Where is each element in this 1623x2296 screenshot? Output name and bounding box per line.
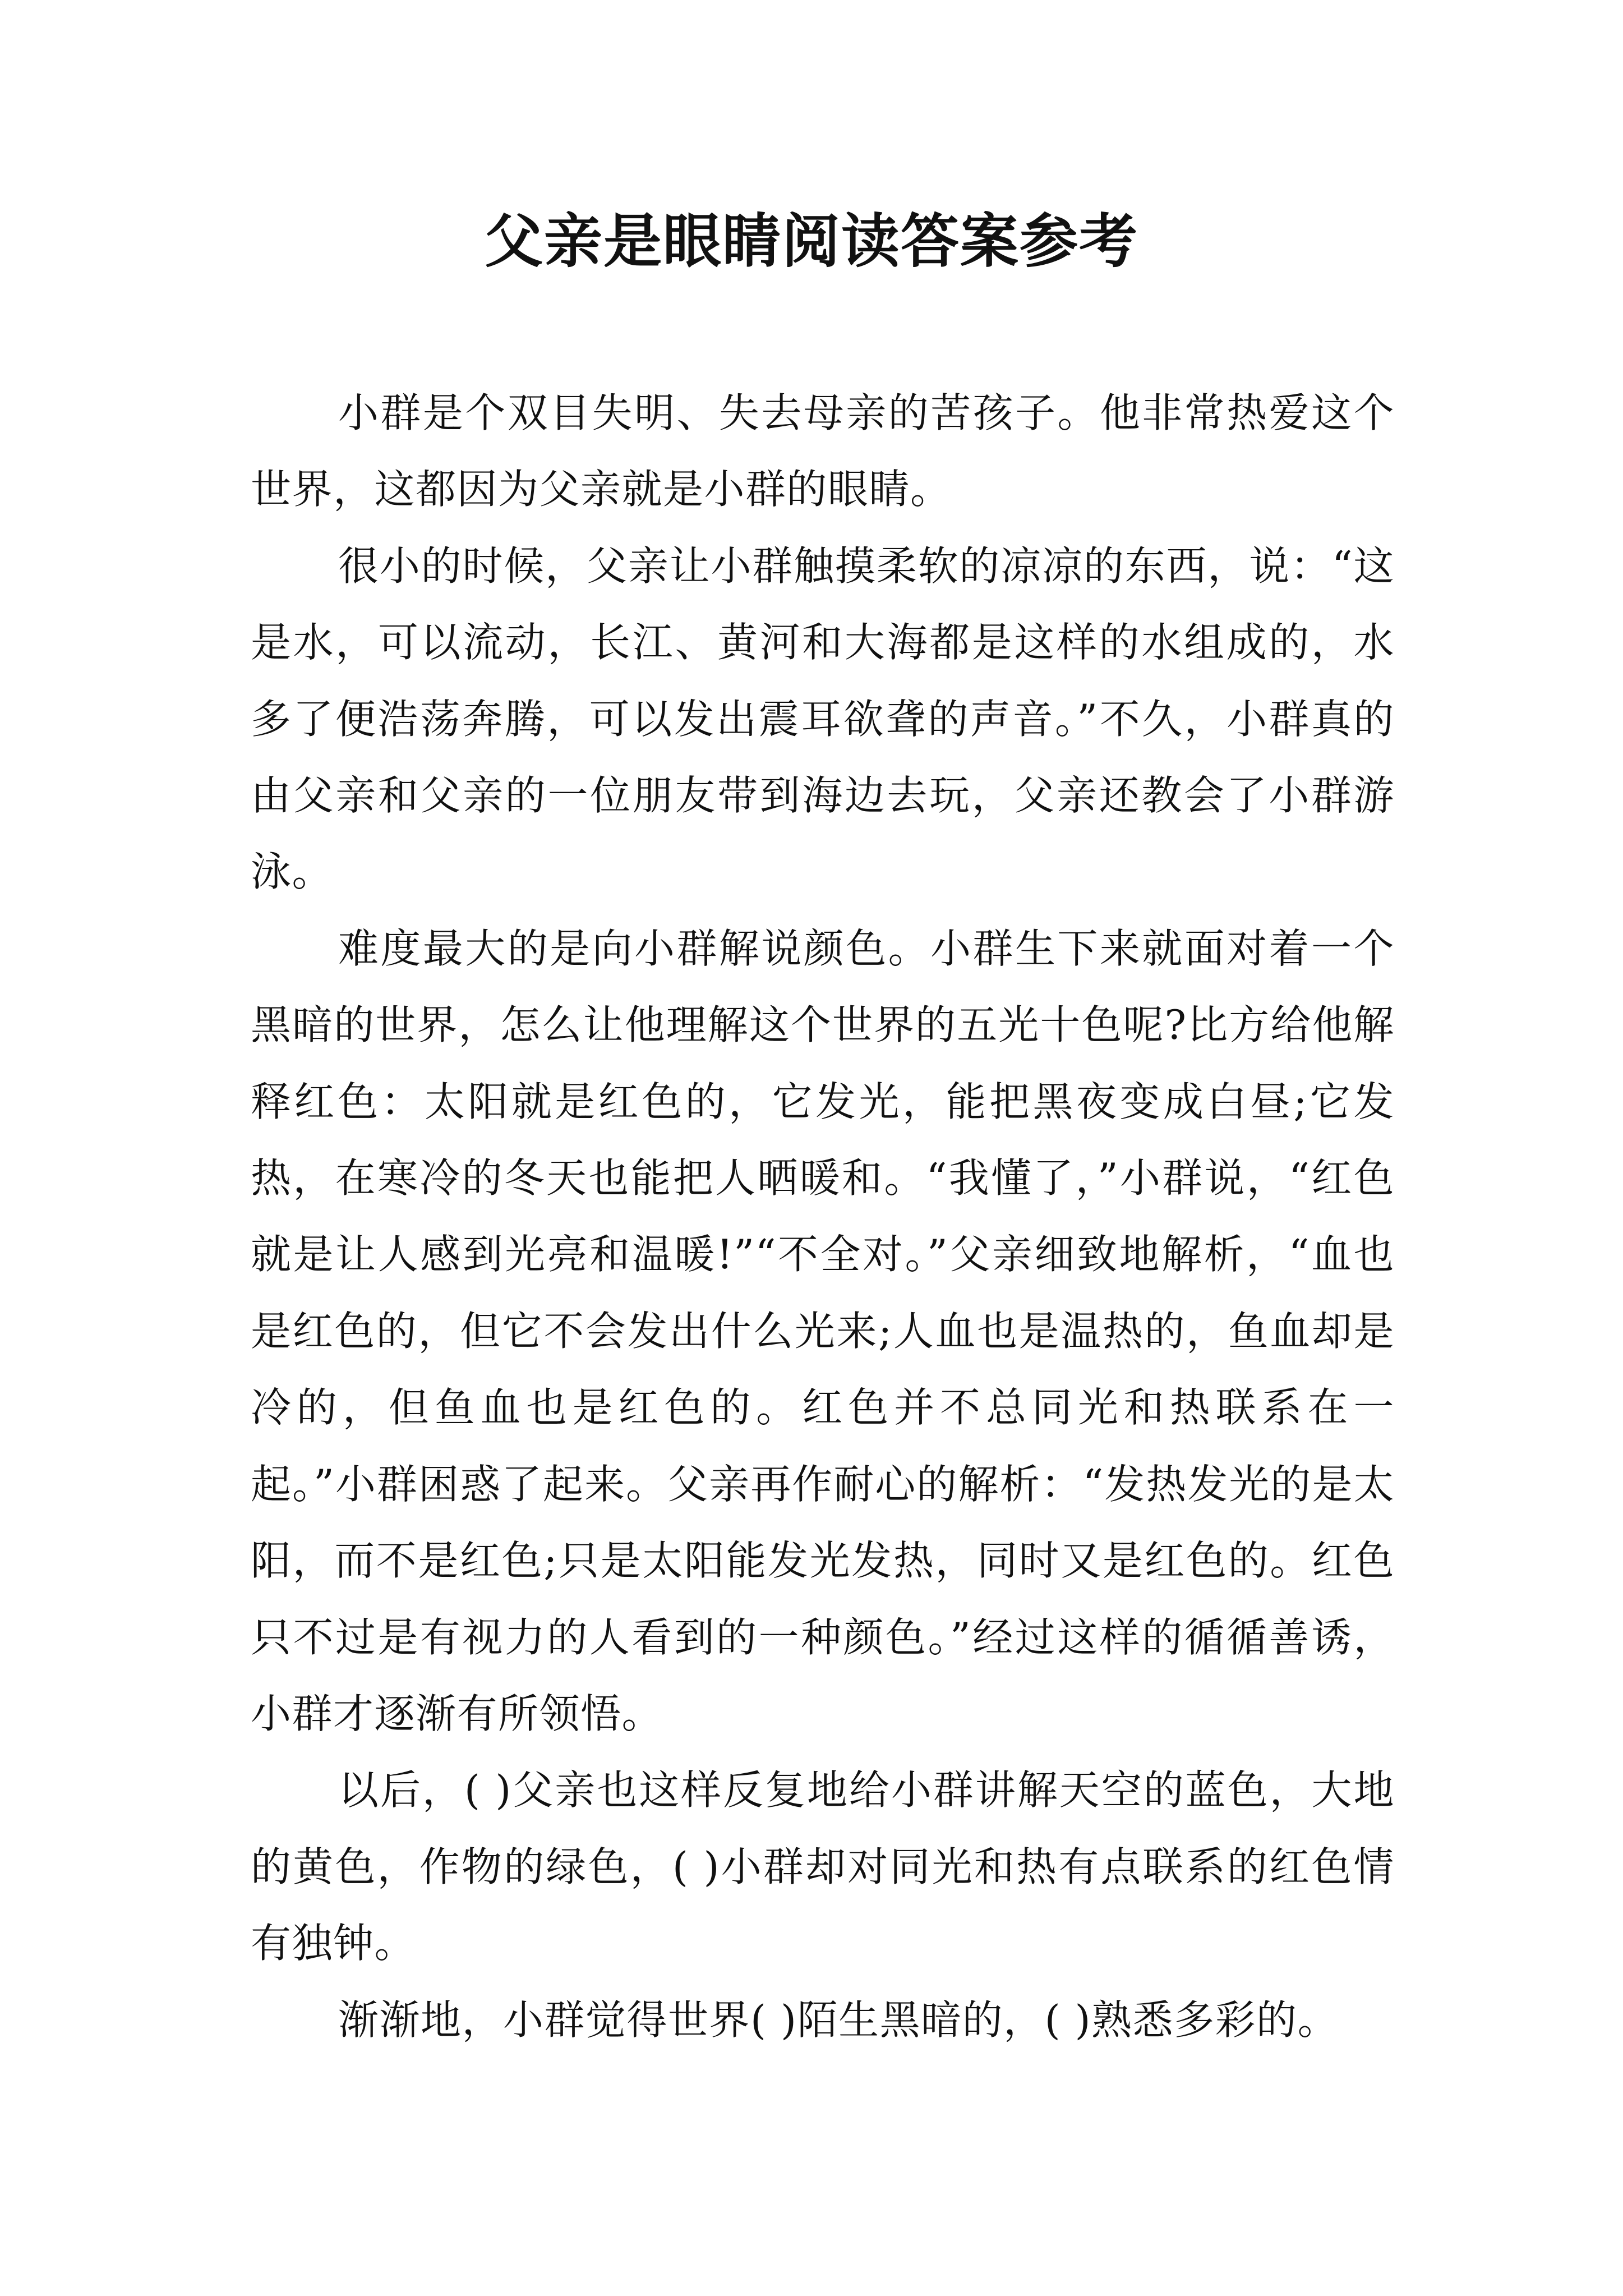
paragraph-1: 小群是个双目失明、失去母亲的苦孩子。他非常热爱这个世界，这都因为父亲就是小群的眼睛。 (251, 389, 1395, 513)
paragraph-5: 渐渐地，小群觉得世界( )陌生黑暗的，( )熟悉多彩的。 (338, 1996, 1339, 2044)
paragraph-2: 很小的时候，父亲让小群触摸柔软的凉凉的东西，说：“这是水，可以流动，长江、黄河和大海都是这样的水组成的，水多了便浩荡奔腾，可以发出震耳欲聋的声音。”不久，小群真的由父亲和父亲的一位朋友带到海边去玩，父亲还教会了小群游泳。 (251, 542, 1395, 896)
article-body (251, 375, 1395, 2058)
page-title: 父亲是眼睛阅读答案参考 (484, 207, 1138, 275)
paragraph-4: 以后，( )父亲也这样反复地给小群讲解天空的蓝色，大地的黄色，作物的绿色，( )小群却对同光和热有点联系的红色情有独钟。 (251, 1766, 1395, 1967)
paragraph-3: 难度最大的是向小群解说颜色。小群生下来就面对着一个黑暗的世界，怎么让他理解这个世界的五光十色呢?比方给他解释红色：太阳就是红色的，它发光，能把黑夜变成白昼;它发热，在寒冷的冬天也能把人晒暖和。“我懂了，”小群说，“红色就是让人感到光亮和温暖!”“不全对。”父亲细致地解析，“血也是红色的，但它不会发出什么光来;人血也是温热的，鱼血却是冷的，但鱼血也是红色的。红色并不总同光和热联系在一起。”小群困惑了起来。父亲再作耐心的解析：“发热发光的是太阳，而不是红色;只是太阳能发光发热，同时又是红色的。红色只不过是有视力的人看到的一种颜色。”经过这样的循循善诱，小群才逐渐有所领悟。 (251, 924, 1395, 1737)
